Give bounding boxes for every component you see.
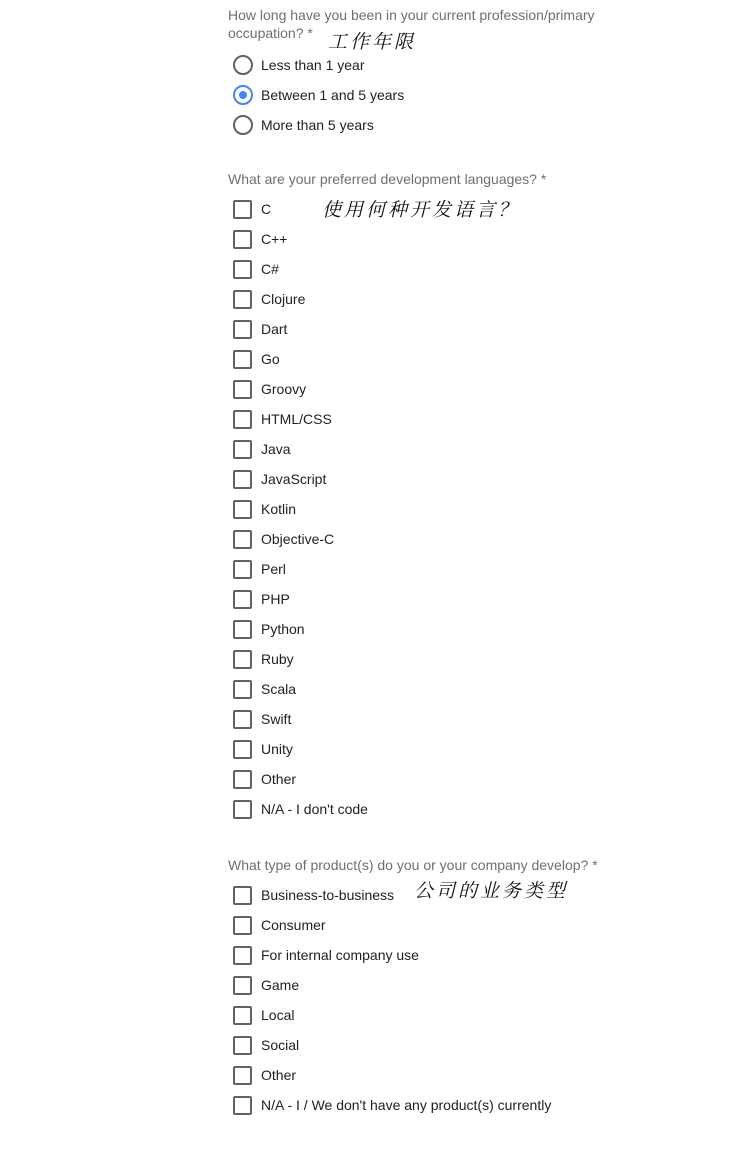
checkbox-option[interactable] bbox=[228, 737, 628, 761]
checkbox-unchecked-icon[interactable] bbox=[233, 350, 252, 369]
checkbox[interactable] bbox=[233, 499, 252, 518]
checkbox-unchecked-icon[interactable] bbox=[233, 740, 252, 759]
option-label[interactable]: Python bbox=[261, 621, 305, 637]
option-label[interactable]: C bbox=[261, 201, 272, 217]
checkbox-unchecked-icon[interactable] bbox=[233, 680, 252, 699]
option-label[interactable]: Unity bbox=[261, 741, 293, 757]
option-label[interactable]: Scala bbox=[261, 681, 297, 697]
checkbox-unchecked-icon[interactable] bbox=[233, 290, 252, 309]
option-label[interactable]: Java bbox=[261, 441, 291, 457]
checkbox[interactable] bbox=[233, 799, 252, 818]
checkbox[interactable] bbox=[233, 619, 252, 638]
option-label[interactable]: For internal company use bbox=[261, 947, 419, 963]
option-label[interactable]: Other bbox=[261, 771, 297, 787]
radio-option[interactable] bbox=[228, 83, 628, 107]
checkbox-unchecked-icon[interactable] bbox=[233, 1066, 252, 1085]
checkbox-unchecked-icon[interactable] bbox=[233, 770, 252, 789]
checkbox[interactable] bbox=[233, 915, 252, 934]
option-label[interactable]: Go bbox=[261, 351, 280, 367]
checkbox[interactable] bbox=[233, 975, 252, 994]
checkbox-option[interactable] bbox=[228, 1003, 628, 1027]
checkbox-option[interactable] bbox=[228, 557, 628, 581]
checkbox-option[interactable] bbox=[228, 797, 628, 821]
option-label[interactable]: PHP bbox=[261, 591, 290, 607]
radio-selected-icon[interactable] bbox=[233, 85, 253, 105]
checkbox-option[interactable] bbox=[228, 287, 628, 311]
option-label[interactable]: Other bbox=[261, 1067, 297, 1083]
checkbox[interactable] bbox=[233, 945, 252, 964]
checkbox[interactable] bbox=[233, 289, 252, 308]
checkbox-option[interactable] bbox=[228, 1093, 628, 1117]
checkbox[interactable] bbox=[233, 469, 252, 488]
question-title: What type of product(s) do you or your company develop? * bbox=[228, 857, 598, 873]
option-label[interactable]: Social bbox=[261, 1037, 300, 1053]
checkbox-option[interactable] bbox=[228, 943, 628, 967]
option-label[interactable]: N/A - I / We don't have any product(s) currently bbox=[261, 1097, 552, 1113]
checkbox-option[interactable] bbox=[228, 317, 628, 341]
checkbox-option[interactable] bbox=[228, 437, 628, 461]
checkbox[interactable] bbox=[233, 349, 252, 368]
checkbox-unchecked-icon[interactable] bbox=[233, 380, 252, 399]
option-label[interactable]: Local bbox=[261, 1007, 295, 1023]
checkbox[interactable] bbox=[233, 319, 252, 338]
checkbox-option[interactable] bbox=[228, 647, 628, 671]
checkbox[interactable] bbox=[233, 1065, 252, 1084]
checkbox[interactable] bbox=[233, 709, 252, 728]
checkbox-unchecked-icon[interactable] bbox=[233, 410, 252, 429]
checkbox[interactable] bbox=[233, 199, 252, 218]
checkbox-option[interactable] bbox=[228, 587, 628, 611]
checkbox-option[interactable] bbox=[228, 527, 628, 551]
checkbox-option[interactable] bbox=[228, 707, 628, 731]
checkbox-unchecked-icon[interactable] bbox=[233, 230, 252, 249]
option-label[interactable]: JavaScript bbox=[261, 471, 327, 487]
checkbox-unchecked-icon[interactable] bbox=[233, 470, 252, 489]
option-label[interactable]: Ruby bbox=[261, 651, 294, 667]
option-label[interactable]: Clojure bbox=[261, 291, 306, 307]
option-label[interactable]: C++ bbox=[261, 231, 288, 247]
checkbox-option[interactable] bbox=[228, 767, 628, 791]
checkbox[interactable] bbox=[233, 529, 252, 548]
option-label[interactable]: Swift bbox=[261, 711, 292, 727]
checkbox[interactable] bbox=[233, 739, 252, 758]
option-label[interactable]: C# bbox=[261, 261, 279, 277]
option-label[interactable]: Between 1 and 5 years bbox=[261, 87, 405, 103]
option-label[interactable]: HTML/CSS bbox=[261, 411, 332, 427]
option-label[interactable]: Objective-C bbox=[261, 531, 335, 547]
checkbox-option[interactable] bbox=[228, 347, 628, 371]
checkbox-option[interactable] bbox=[228, 407, 628, 431]
checkbox[interactable] bbox=[233, 679, 252, 698]
option-label[interactable]: Consumer bbox=[261, 917, 326, 933]
checkbox-option[interactable] bbox=[228, 257, 628, 281]
handwritten-note-product-type: 公司的业务类型 bbox=[414, 880, 569, 902]
checkbox-unchecked-icon[interactable] bbox=[233, 1036, 252, 1055]
option-label[interactable]: N/A - I don't code bbox=[261, 801, 368, 817]
checkbox-unchecked-icon[interactable] bbox=[233, 976, 252, 995]
question-title: How long have you been in your current profession/primary occupation? * bbox=[228, 7, 595, 41]
checkbox-unchecked-icon[interactable] bbox=[233, 440, 252, 459]
checkbox[interactable] bbox=[233, 379, 252, 398]
radio-button[interactable] bbox=[233, 55, 253, 75]
checkbox[interactable] bbox=[233, 229, 252, 248]
checkbox[interactable] bbox=[233, 769, 252, 788]
question-title: What are your preferred development languages? * bbox=[228, 171, 547, 187]
checkbox-unchecked-icon[interactable] bbox=[233, 946, 252, 965]
checkbox[interactable] bbox=[233, 259, 252, 278]
checkbox-unchecked-icon[interactable] bbox=[233, 590, 252, 609]
checkbox-unchecked-icon[interactable] bbox=[233, 260, 252, 279]
checkbox[interactable] bbox=[233, 589, 252, 608]
checkbox-unchecked-icon[interactable] bbox=[233, 320, 252, 339]
option-label[interactable]: Dart bbox=[261, 321, 288, 337]
checkbox[interactable] bbox=[233, 559, 252, 578]
checkbox-option[interactable] bbox=[228, 467, 628, 491]
checkbox-unchecked-icon[interactable] bbox=[233, 1096, 252, 1115]
checkbox-unchecked-icon[interactable] bbox=[233, 886, 252, 905]
option-label[interactable]: More than 5 years bbox=[261, 117, 374, 133]
option-label[interactable]: Less than 1 year bbox=[261, 57, 365, 73]
checkbox[interactable] bbox=[233, 1005, 252, 1024]
handwritten-note-languages: 使用何种开发语言？ bbox=[322, 199, 521, 221]
checkbox-option[interactable] bbox=[228, 913, 628, 937]
option-label[interactable]: Game bbox=[261, 977, 300, 993]
checkbox-unchecked-icon[interactable] bbox=[233, 620, 252, 639]
checkbox-option[interactable] bbox=[228, 1033, 628, 1057]
checkbox[interactable] bbox=[233, 649, 252, 668]
checkbox-option[interactable] bbox=[228, 227, 628, 251]
option-label[interactable]: Business-to-business bbox=[261, 887, 395, 903]
checkbox[interactable] bbox=[233, 409, 252, 428]
checkbox-unchecked-icon[interactable] bbox=[233, 916, 252, 935]
radio-button[interactable] bbox=[233, 85, 253, 105]
checkbox-option[interactable] bbox=[228, 1063, 628, 1087]
checkbox[interactable] bbox=[233, 1035, 252, 1054]
option-label[interactable]: Kotlin bbox=[261, 501, 297, 517]
checkbox-option[interactable] bbox=[228, 677, 628, 701]
option-label[interactable]: Perl bbox=[261, 561, 286, 577]
checkbox-option[interactable] bbox=[228, 973, 628, 997]
checkbox-unchecked-icon[interactable] bbox=[233, 650, 252, 669]
radio-option[interactable] bbox=[228, 113, 628, 137]
question-experience bbox=[228, 6, 668, 133]
checkbox[interactable] bbox=[233, 1095, 252, 1114]
checkbox-option[interactable] bbox=[228, 377, 628, 401]
radio-unselected-icon[interactable] bbox=[233, 115, 253, 135]
checkbox-unchecked-icon[interactable] bbox=[233, 710, 252, 729]
handwritten-note-experience: 工作年限 bbox=[328, 31, 417, 53]
radio-button[interactable] bbox=[233, 115, 253, 135]
checkbox[interactable] bbox=[233, 885, 252, 904]
checkbox-unchecked-icon[interactable] bbox=[233, 530, 252, 549]
checkbox-unchecked-icon[interactable] bbox=[233, 800, 252, 819]
checkbox-unchecked-icon[interactable] bbox=[233, 560, 252, 579]
checkbox-option[interactable] bbox=[228, 617, 628, 641]
radio-dot-icon bbox=[239, 91, 247, 99]
checkbox[interactable] bbox=[233, 439, 252, 458]
checkbox-unchecked-icon[interactable] bbox=[233, 1006, 252, 1025]
radio-option[interactable] bbox=[228, 53, 628, 77]
checkbox-option[interactable] bbox=[228, 497, 628, 521]
checkbox-unchecked-icon[interactable] bbox=[233, 500, 252, 519]
radio-unselected-icon[interactable] bbox=[233, 55, 253, 75]
option-label[interactable]: Groovy bbox=[261, 381, 307, 397]
checkbox-unchecked-icon[interactable] bbox=[233, 200, 252, 219]
